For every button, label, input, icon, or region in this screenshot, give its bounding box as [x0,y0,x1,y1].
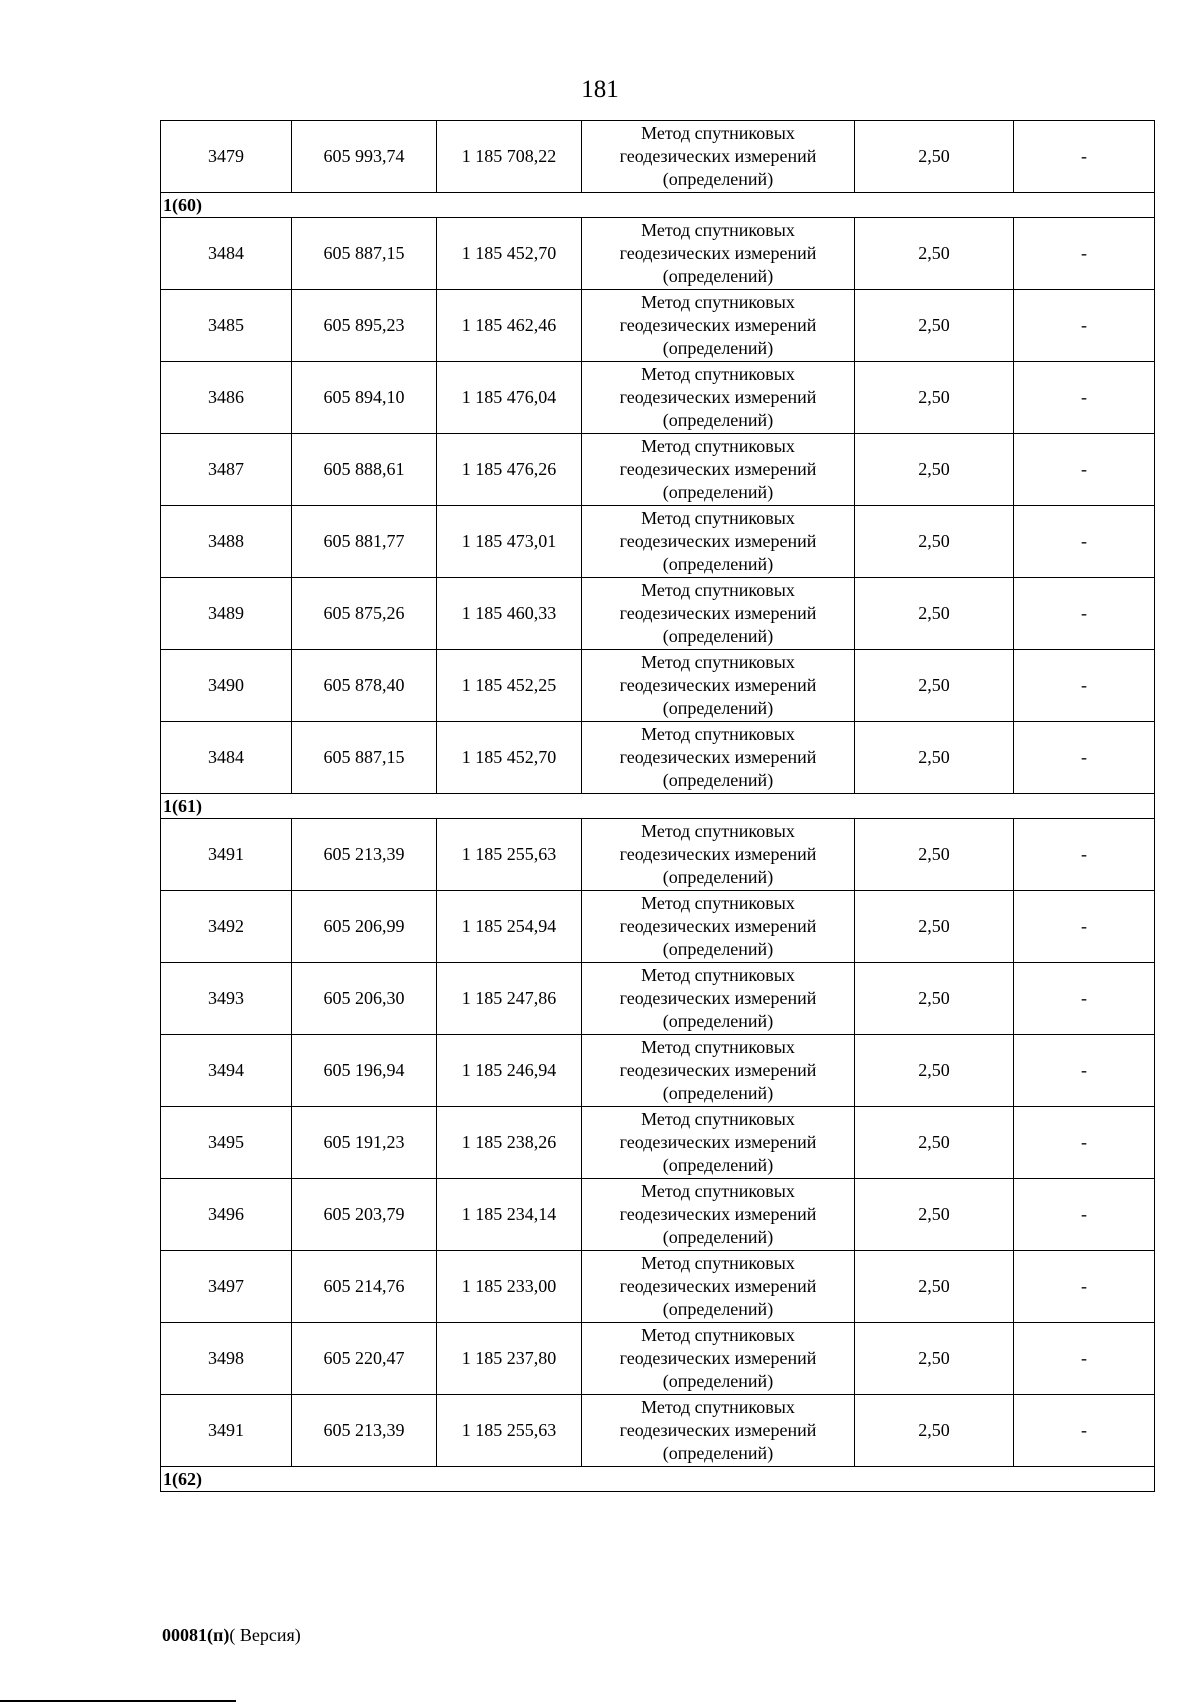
method-line: геодезических измерений [619,988,817,1008]
x-coordinate-cell: 605 875,26 [292,578,437,650]
section-row [161,794,1155,819]
method-cell [582,722,855,794]
method-line: геодезических измерений [619,844,817,864]
accuracy-cell: 2,50 [855,722,1014,794]
method-line: геодезических измерений [619,146,817,166]
y-coordinate-cell: 1 185 452,70 [437,722,582,794]
y-coordinate-cell: 1 185 247,86 [437,963,582,1035]
method-line: геодезических измерений [619,1348,817,1368]
table-row [161,290,1155,362]
method-line: Метод спутниковых [641,1037,795,1057]
x-coordinate-cell: 605 203,79 [292,1179,437,1251]
x-coordinate-cell: 605 196,94 [292,1035,437,1107]
accuracy-cell: 2,50 [855,121,1014,193]
point-number-cell: 3497 [161,1251,292,1323]
section-label: 1(60) [161,193,1155,218]
document-version: ( Версия) [229,1625,301,1645]
accuracy-cell: 2,50 [855,218,1014,290]
method-line: геодезических измерений [619,243,817,263]
point-number-cell: 3490 [161,650,292,722]
method-line: геодезических измерений [619,1204,817,1224]
y-coordinate-cell: 1 185 246,94 [437,1035,582,1107]
point-number-cell: 3486 [161,362,292,434]
table-row [161,121,1155,193]
method-line: Метод спутниковых [641,364,795,384]
y-coordinate-cell: 1 185 452,25 [437,650,582,722]
y-coordinate-cell: 1 185 708,22 [437,121,582,193]
x-coordinate-cell: 605 206,99 [292,891,437,963]
note-cell: - [1014,819,1155,891]
x-coordinate-cell: 605 220,47 [292,1323,437,1395]
table-row [161,891,1155,963]
x-coordinate-cell: 605 878,40 [292,650,437,722]
note-cell: - [1014,121,1155,193]
accuracy-cell: 2,50 [855,1395,1014,1467]
accuracy-cell: 2,50 [855,362,1014,434]
point-number-cell: 3491 [161,819,292,891]
document-code: 00081(п) [162,1625,230,1645]
method-cell [582,434,855,506]
note-cell: - [1014,722,1155,794]
method-line: (определений) [662,1227,774,1247]
method-line: (определений) [662,1011,774,1031]
accuracy-cell: 2,50 [855,1323,1014,1395]
note-cell: - [1014,218,1155,290]
table-row [161,1107,1155,1179]
note-cell: - [1014,506,1155,578]
section-row [161,1467,1155,1492]
method-line: Метод спутниковых [641,1253,795,1273]
method-line: (определений) [662,338,774,358]
note-cell: - [1014,290,1155,362]
y-coordinate-cell: 1 185 234,14 [437,1179,582,1251]
point-number-cell: 3487 [161,434,292,506]
y-coordinate-cell: 1 185 452,70 [437,218,582,290]
point-number-cell: 3488 [161,506,292,578]
note-cell: - [1014,1395,1155,1467]
accuracy-cell: 2,50 [855,819,1014,891]
method-line: Метод спутниковых [641,580,795,600]
x-coordinate-cell: 605 888,61 [292,434,437,506]
y-coordinate-cell: 1 185 255,63 [437,1395,582,1467]
y-coordinate-cell: 1 185 233,00 [437,1251,582,1323]
document-footer [162,1625,301,1646]
method-line: (определений) [662,1155,774,1175]
method-line: (определений) [662,554,774,574]
method-line: (определений) [662,1083,774,1103]
table-row [161,218,1155,290]
method-line: (определений) [662,410,774,430]
method-cell [582,218,855,290]
method-line: (определений) [662,770,774,790]
method-line: Метод спутниковых [641,508,795,528]
x-coordinate-cell: 605 895,23 [292,290,437,362]
x-coordinate-cell: 605 191,23 [292,1107,437,1179]
point-number-cell: 3496 [161,1179,292,1251]
x-coordinate-cell: 605 213,39 [292,1395,437,1467]
x-coordinate-cell: 605 894,10 [292,362,437,434]
method-cell [582,1323,855,1395]
accuracy-cell: 2,50 [855,1251,1014,1323]
method-line: (определений) [662,266,774,286]
method-line: геодезических измерений [619,1060,817,1080]
note-cell: - [1014,650,1155,722]
point-number-cell: 3492 [161,891,292,963]
method-cell [582,1035,855,1107]
coordinates-table-body [161,121,1155,1492]
method-line: Метод спутниковых [641,1181,795,1201]
section-label: 1(62) [161,1467,1155,1492]
method-line: Метод спутниковых [641,652,795,672]
x-coordinate-cell: 605 887,15 [292,722,437,794]
point-number-cell: 3495 [161,1107,292,1179]
table-row [161,362,1155,434]
accuracy-cell: 2,50 [855,650,1014,722]
note-cell: - [1014,578,1155,650]
table-row [161,1395,1155,1467]
method-line: геодезических измерений [619,459,817,479]
x-coordinate-cell: 605 214,76 [292,1251,437,1323]
accuracy-cell: 2,50 [855,506,1014,578]
section-label: 1(61) [161,794,1155,819]
bottom-rule [0,1700,236,1702]
method-cell [582,578,855,650]
method-cell [582,121,855,193]
note-cell: - [1014,1251,1155,1323]
method-line: Метод спутниковых [641,1109,795,1129]
method-line: (определений) [662,626,774,646]
y-coordinate-cell: 1 185 462,46 [437,290,582,362]
y-coordinate-cell: 1 185 237,80 [437,1323,582,1395]
table-row [161,1251,1155,1323]
section-row [161,193,1155,218]
table-row [161,1323,1155,1395]
point-number-cell: 3498 [161,1323,292,1395]
method-cell [582,506,855,578]
method-line: Метод спутниковых [641,220,795,240]
method-line: геодезических измерений [619,747,817,767]
y-coordinate-cell: 1 185 473,01 [437,506,582,578]
note-cell: - [1014,1323,1155,1395]
method-line: Метод спутниковых [641,724,795,744]
y-coordinate-cell: 1 185 255,63 [437,819,582,891]
table-row [161,650,1155,722]
method-line: (определений) [662,169,774,189]
x-coordinate-cell: 605 993,74 [292,121,437,193]
method-cell [582,1107,855,1179]
x-coordinate-cell: 605 887,15 [292,218,437,290]
method-line: геодезических измерений [619,1420,817,1440]
table-row [161,1179,1155,1251]
accuracy-cell: 2,50 [855,1107,1014,1179]
accuracy-cell: 2,50 [855,891,1014,963]
method-line: геодезических измерений [619,315,817,335]
x-coordinate-cell: 605 206,30 [292,963,437,1035]
method-line: геодезических измерений [619,916,817,936]
y-coordinate-cell: 1 185 238,26 [437,1107,582,1179]
x-coordinate-cell: 605 213,39 [292,819,437,891]
method-cell [582,1251,855,1323]
note-cell: - [1014,963,1155,1035]
method-line: геодезических измерений [619,1132,817,1152]
table-row [161,506,1155,578]
note-cell: - [1014,891,1155,963]
y-coordinate-cell: 1 185 476,04 [437,362,582,434]
method-line: (определений) [662,1443,774,1463]
method-line: геодезических измерений [619,1276,817,1296]
accuracy-cell: 2,50 [855,1035,1014,1107]
point-number-cell: 3479 [161,121,292,193]
note-cell: - [1014,1107,1155,1179]
method-line: (определений) [662,1371,774,1391]
method-cell [582,290,855,362]
method-cell [582,963,855,1035]
y-coordinate-cell: 1 185 460,33 [437,578,582,650]
method-cell [582,362,855,434]
method-line: (определений) [662,698,774,718]
note-cell: - [1014,434,1155,506]
point-number-cell: 3491 [161,1395,292,1467]
table-row [161,819,1155,891]
table-row [161,722,1155,794]
point-number-cell: 3484 [161,218,292,290]
method-line: Метод спутниковых [641,1325,795,1345]
coordinates-table [160,120,1155,1492]
y-coordinate-cell: 1 185 476,26 [437,434,582,506]
method-line: Метод спутниковых [641,292,795,312]
method-line: Метод спутниковых [641,893,795,913]
method-line: Метод спутниковых [641,821,795,841]
method-line: Метод спутниковых [641,1397,795,1417]
point-number-cell: 3485 [161,290,292,362]
method-line: Метод спутниковых [641,123,795,143]
method-line: (определений) [662,1299,774,1319]
note-cell: - [1014,362,1155,434]
method-line: Метод спутниковых [641,965,795,985]
method-line: (определений) [662,867,774,887]
method-line: геодезических измерений [619,531,817,551]
method-line: (определений) [662,939,774,959]
method-cell [582,1395,855,1467]
note-cell: - [1014,1035,1155,1107]
method-line: геодезических измерений [619,387,817,407]
point-number-cell: 3489 [161,578,292,650]
table-row [161,578,1155,650]
page-number: 181 [581,76,619,103]
point-number-cell: 3493 [161,963,292,1035]
accuracy-cell: 2,50 [855,578,1014,650]
accuracy-cell: 2,50 [855,963,1014,1035]
x-coordinate-cell: 605 881,77 [292,506,437,578]
y-coordinate-cell: 1 185 254,94 [437,891,582,963]
method-line: геодезических измерений [619,603,817,623]
method-cell [582,650,855,722]
method-cell [582,1179,855,1251]
method-line: геодезических измерений [619,675,817,695]
method-line: Метод спутниковых [641,436,795,456]
table-row [161,1035,1155,1107]
accuracy-cell: 2,50 [855,290,1014,362]
table-row [161,963,1155,1035]
accuracy-cell: 2,50 [855,1179,1014,1251]
accuracy-cell: 2,50 [855,434,1014,506]
method-cell [582,891,855,963]
point-number-cell: 3494 [161,1035,292,1107]
note-cell: - [1014,1179,1155,1251]
method-line: (определений) [662,482,774,502]
point-number-cell: 3484 [161,722,292,794]
method-cell [582,819,855,891]
table-row [161,434,1155,506]
